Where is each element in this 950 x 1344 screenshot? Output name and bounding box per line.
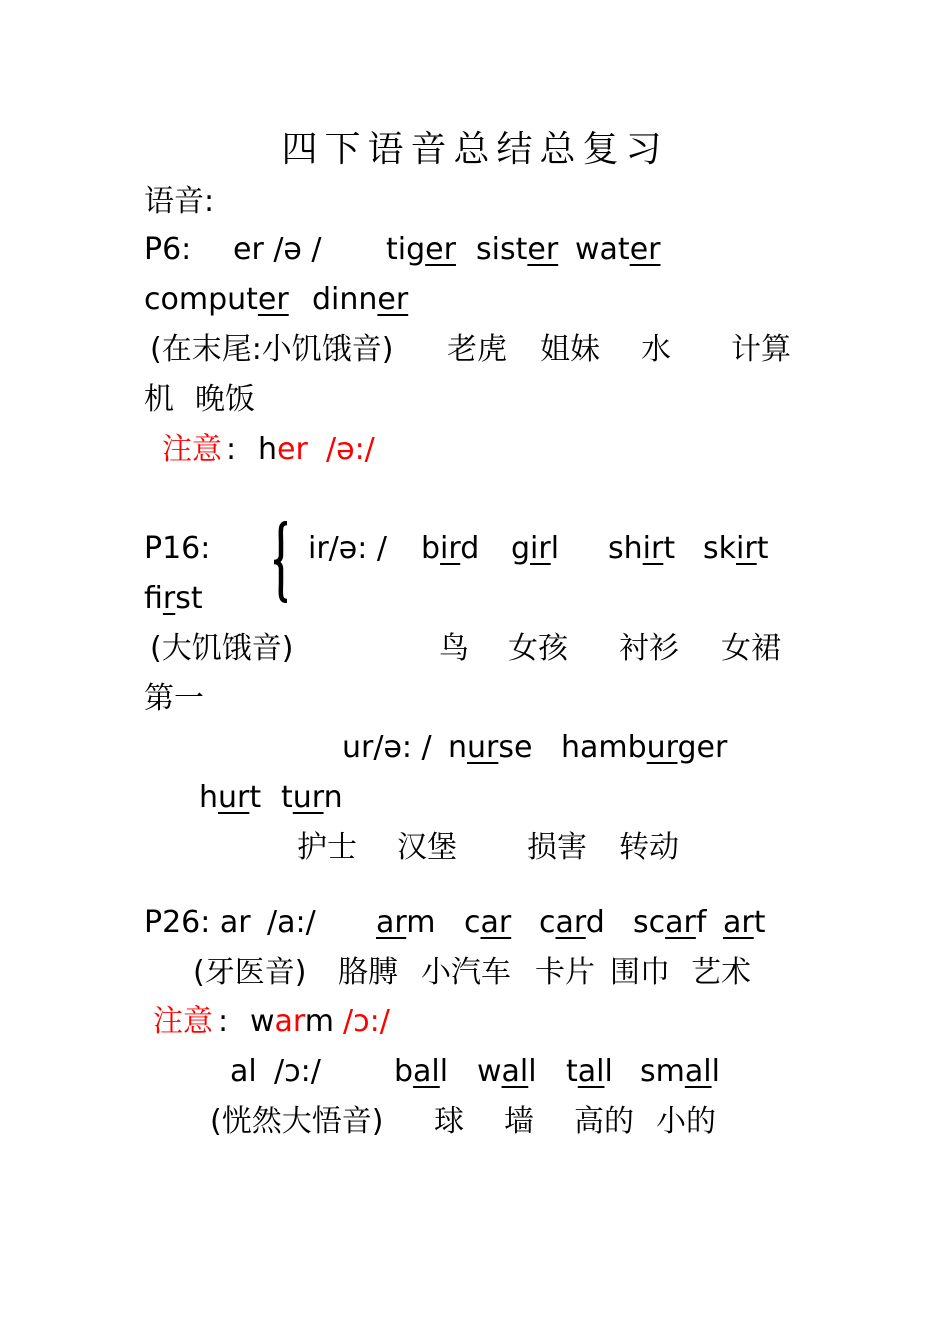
meaning-nurse: 护士 (297, 830, 357, 865)
meaning-first: 第一 (144, 681, 204, 716)
p26-label: P26: ar (144, 905, 251, 940)
word-tall: tall (566, 1054, 613, 1089)
p26-al-ipa: /ɔ:/ (274, 1054, 321, 1089)
word-ball: ball (394, 1054, 449, 1089)
attention-colon: : (218, 1004, 229, 1039)
meaning-car: 小汽车 (421, 955, 511, 990)
word-shirt: shirt (608, 531, 676, 566)
word-card: card (539, 905, 605, 940)
meaning-girl: 女孩 (508, 631, 568, 666)
meaning-ball: 球 (434, 1104, 464, 1139)
attention-label: 注意 (162, 432, 222, 467)
meaning-tall: 高的 (574, 1104, 634, 1139)
word-girl: girl (511, 531, 560, 566)
meaning-hurt: 损害 (527, 830, 587, 865)
word-turn: turn (281, 780, 343, 815)
p6-label: P6: (144, 232, 192, 267)
p26-ar-note: (牙医音) (193, 955, 307, 990)
attention-word-her: her (258, 432, 308, 467)
meaning-shirt: 衬衫 (619, 631, 679, 666)
meaning-arm: 胳膊 (338, 955, 398, 990)
p26-ar-ipa: /a:/ (267, 905, 316, 940)
page-title: 四下语音总结总复习 (281, 129, 669, 170)
word-nurse: nurse (448, 730, 533, 765)
word-small: small (640, 1054, 720, 1089)
meaning-sister: 姐妹 (540, 332, 600, 367)
attention-colon: : (226, 432, 237, 467)
attention-label: 注意 (153, 1004, 213, 1039)
meaning-bird: 鸟 (439, 631, 469, 666)
word-wall: wall (477, 1054, 537, 1089)
word-car: car (464, 905, 512, 940)
p6-note: (在末尾:小饥饿音) (150, 332, 394, 367)
meaning-art: 艺术 (691, 955, 751, 990)
word-dinner: dinner (312, 282, 409, 317)
p26-al-note: (恍然大悟音) (210, 1104, 384, 1139)
word-tiger: tiger (386, 232, 456, 267)
p16-ir-note: (大饥饿音) (150, 631, 294, 666)
word-hamburger: hamburger (561, 730, 728, 765)
curly-brace-icon (270, 521, 292, 603)
meaning-wall: 墙 (504, 1104, 534, 1139)
p16-ir-sound: ir/ə: / (308, 531, 387, 566)
meaning-skirt: 女裙 (721, 631, 781, 666)
meaning-hamburger: 汉堡 (397, 830, 457, 865)
word-sister: sister (476, 232, 559, 267)
p16-label: P16: (144, 531, 211, 566)
word-arm: arm (376, 905, 436, 940)
p6-sound: er /ə / (233, 232, 322, 267)
word-computer: computer (144, 282, 289, 317)
meaning-dinner: 晚饭 (195, 382, 255, 417)
p26-al-sound: al (230, 1054, 257, 1089)
attention-ipa: /ə:/ (326, 432, 375, 467)
word-first: first (144, 581, 203, 616)
word-art: art (723, 905, 766, 940)
attention-word-warm: warm (250, 1004, 334, 1039)
meaning-turn: 转动 (619, 830, 679, 865)
meaning-computer-part1: 计算 (731, 332, 791, 367)
meaning-tiger: 老虎 (447, 332, 507, 367)
attention-ipa: /ɔ:/ (343, 1004, 390, 1039)
meaning-small: 小的 (656, 1104, 716, 1139)
word-skirt: skirt (703, 531, 769, 566)
word-hurt: hurt (199, 780, 262, 815)
meaning-computer-part2: 机 (144, 382, 174, 417)
word-water: water (575, 232, 661, 267)
meaning-scarf: 围巾 (610, 955, 670, 990)
word-bird: bird (421, 531, 480, 566)
meaning-card: 卡片 (535, 955, 595, 990)
section-heading: 语音: (144, 184, 215, 219)
word-scarf: scarf (633, 905, 707, 940)
meaning-water: 水 (641, 332, 671, 367)
p16-ur-sound: ur/ə: / (342, 730, 432, 765)
